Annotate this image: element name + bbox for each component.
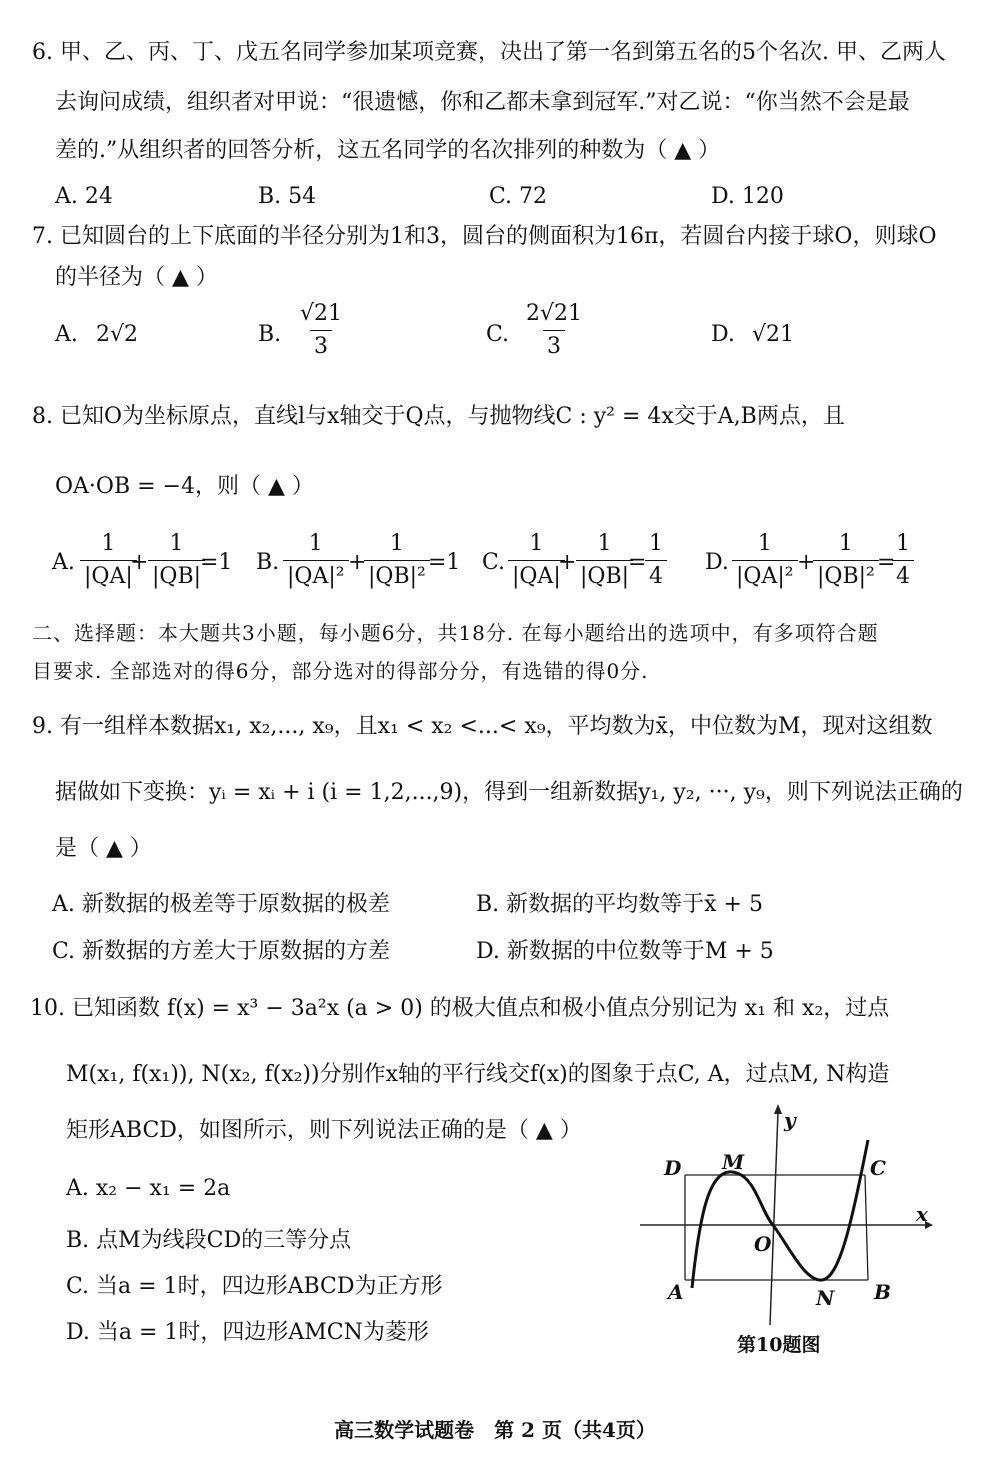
q10-option-c: C. 当a = 1时，四边形ABCD为正方形 (66, 1274, 443, 1299)
q8-c-num3: 1 (649, 531, 663, 556)
q7-c-denominator: 3 (543, 330, 565, 361)
label-o: O (754, 1232, 772, 1256)
q8-a-fraction-1 (80, 530, 137, 591)
q10-option-b: B. 点M为线段CD的三等分点 (66, 1228, 352, 1253)
q7-option-c-label: C. (486, 322, 510, 347)
q8-c-fraction-2 (576, 530, 633, 591)
segment-cb (865, 1175, 868, 1280)
cubic-curve (692, 1140, 868, 1288)
q6-line3: 差的.”从组织者的回答分析，这五名同学的名次排列的种数为（ ▲ ） (55, 138, 721, 163)
q10-option-d: D. 当a = 1时，四边形AMCN为菱形 (66, 1320, 429, 1345)
label-c: C (870, 1156, 886, 1180)
q8-c-den1: |QA| (508, 560, 565, 591)
q8-b-num2: 1 (389, 531, 404, 556)
q8-c-eq: = (628, 550, 647, 575)
label-y: y (784, 1108, 796, 1132)
q8-d-num1: 1 (757, 531, 772, 556)
q8-d-den1: |QA|² (732, 560, 798, 591)
q8-d-den3: 4 (892, 560, 914, 591)
q8-a-den1: |QA| (80, 560, 137, 591)
q6-option-c: C. 72 (489, 184, 548, 209)
q8-line1: 8. 已知O为坐标原点，直线l与x轴交于Q点，与抛物线C : y² = 4x交于A,B两点，且 (32, 404, 845, 429)
page-footer: 高三数学试题卷 第 2 页（共4页） (334, 1418, 656, 1442)
label-x: x (916, 1202, 928, 1226)
q8-option-c-label: C. (482, 550, 506, 575)
q7-option-b-label: B. (258, 322, 282, 347)
q8-d-fraction-3 (892, 530, 914, 591)
figure-caption: 第10题图 (737, 1334, 821, 1356)
label-n: N (816, 1286, 835, 1310)
q8-c-num2: 1 (597, 531, 612, 556)
q8-a-eq: =1 (200, 550, 233, 575)
q8-c-den3: 4 (645, 560, 667, 591)
q9-line2: 据做如下变换：yᵢ = xᵢ + i (i = 1,2,...,9)，得到一组新数据y₁, y₂, ···, y₉，则下列说法正确的 (55, 780, 963, 805)
q7-line2: 的半径为（ ▲ ） (55, 265, 218, 290)
q7-option-d-value: √21 (752, 322, 795, 347)
q8-b-num1: 1 (308, 531, 323, 556)
q7-option-a-label: A. (55, 322, 78, 347)
label-m: M (722, 1150, 745, 1174)
q10-line1: 10. 已知函数 f(x) = x³ − 3a²x (a > 0) 的极大值点和极小值点分别记为 x₁ 和 x₂，过点 (30, 996, 890, 1021)
section2-line1: 二、选择题：本大题共3小题，每小题6分，共18分. 在每小题给出的选项中，有多项符合题 (32, 621, 879, 645)
y-axis-arrow (774, 1104, 782, 1114)
label-a: A (668, 1280, 684, 1304)
q6-option-a: A. 24 (55, 184, 113, 209)
q7-option-c-fraction (522, 300, 586, 361)
q8-option-d-label: D. (705, 550, 729, 575)
q8-d-den2: |QB|² (813, 560, 879, 591)
label-b: B (874, 1280, 891, 1304)
q8-b-plus: + (348, 550, 367, 575)
q8-a-fraction-2 (148, 530, 205, 591)
q9-option-d: D. 新数据的中位数等于M + 5 (476, 939, 774, 964)
y-axis (770, 1112, 778, 1325)
q9-option-a: A. 新数据的极差等于原数据的极差 (52, 892, 390, 917)
q8-c-fraction-1 (508, 530, 565, 591)
q8-option-a-label: A. (52, 550, 75, 575)
q8-d-eq: = (877, 550, 896, 575)
q8-d-fraction-2 (813, 530, 879, 591)
q6-option-d: D. 120 (711, 184, 784, 209)
q8-b-den2: |QB|² (364, 560, 430, 591)
q10-line3: 矩形ABCD，如图所示，则下列说法正确的是（ ▲ ） (66, 1118, 582, 1143)
q6-line2: 去询问成绩，组织者对甲说：“很遗憾，你和乙都未拿到冠军.”对乙说：“你当然不会是最 (55, 90, 910, 115)
cubic-function-graph (640, 1100, 940, 1330)
q9-line3: 是（ ▲ ） (55, 836, 152, 861)
q8-c-den2: |QB| (576, 560, 633, 591)
q9-line1: 9. 有一组样本数据x₁, x₂,..., x₉，且x₁ < x₂ <...< x₉，平均数为x̄，中位数为M，现对这组数 (32, 714, 933, 739)
q8-b-fraction-2 (364, 530, 430, 591)
q8-line2: OA·OB = −4，则（ ▲ ） (55, 474, 314, 499)
q8-c-fraction-3 (645, 530, 667, 591)
q8-b-den1: |QA|² (283, 560, 349, 591)
q9-option-b: B. 新数据的平均数等于x̄ + 5 (476, 892, 763, 917)
q8-a-num2: 1 (169, 531, 184, 556)
q7-b-numerator: √21 (300, 301, 343, 326)
q6-line1: 6. 甲、乙、丙、丁、戊五名同学参加某项竞赛，决出了第一名到第五名的5个名次. 甲、乙两人 (32, 40, 946, 65)
q6-option-b: B. 54 (258, 184, 317, 209)
q8-a-den2: |QB| (148, 560, 205, 591)
q8-a-num1: 1 (101, 531, 116, 556)
q8-b-eq: =1 (428, 550, 461, 575)
q7-c-numerator: 2√21 (526, 301, 583, 326)
q10-option-a: A. x₂ − x₁ = 2a (66, 1176, 231, 1201)
q7-option-a-value: 2√2 (96, 322, 139, 347)
q10-figure (640, 1100, 940, 1330)
label-d: D (664, 1156, 682, 1180)
q8-d-num2: 1 (838, 531, 853, 556)
q7-option-d-label: D. (711, 322, 735, 347)
q8-d-plus: + (797, 550, 816, 575)
q8-option-b-label: B. (256, 550, 280, 575)
q9-option-c: C. 新数据的方差大于原数据的方差 (52, 939, 391, 964)
q8-c-plus: + (558, 550, 577, 575)
q8-d-num3: 1 (896, 531, 910, 556)
q7-option-b-fraction (296, 300, 346, 361)
q8-a-plus: + (130, 550, 149, 575)
q7-b-denominator: 3 (310, 330, 332, 361)
q8-c-num1: 1 (529, 531, 544, 556)
q10-line2: M(x₁, f(x₁)), N(x₂, f(x₂))分别作x轴的平行线交f(x)的图象于点C, A，过点M, N构造 (66, 1062, 890, 1087)
q8-d-fraction-1 (732, 530, 798, 591)
section2-line2: 目要求. 全部选对的得6分，部分选对的得部分分，有选错的得0分. (32, 659, 649, 683)
q8-b-fraction-1 (283, 530, 349, 591)
q7-line1: 7. 已知圆台的上下底面的半径分别为1和3，圆台的侧面积为16π，若圆台内接于球O，则球O (32, 224, 937, 249)
